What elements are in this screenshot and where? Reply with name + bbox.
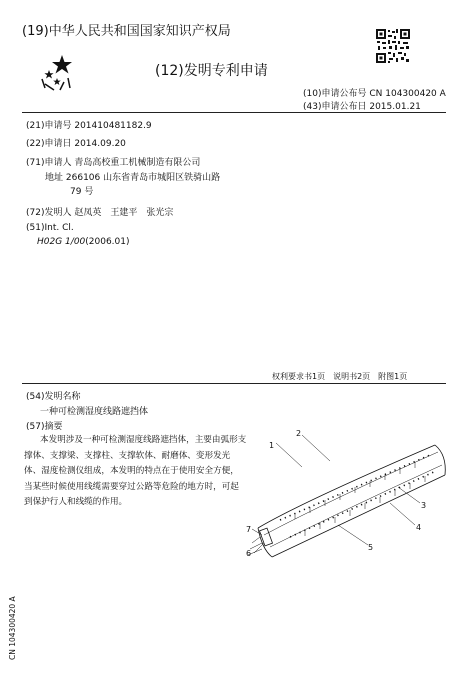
applicant: 青岛高校重工机械制造有限公司: [74, 158, 201, 168]
address-label: 地址: [45, 173, 64, 183]
doc-type-line: [155, 60, 268, 80]
pub-date: 2015.01.21: [369, 102, 421, 112]
national-emblem-icon: [40, 52, 80, 92]
inventors: 赵凤英 王建平 张光宗: [74, 208, 174, 218]
applicant-label: (71)申请人: [26, 158, 72, 168]
qr-code-icon: [375, 28, 411, 64]
title-label: (54)发明名称: [26, 392, 81, 402]
inventors-label: (72)发明人: [26, 208, 72, 218]
pub-date-label: (43)申请公布日: [303, 102, 367, 112]
ipc-row: [37, 237, 130, 247]
app-no: 201410481182.9: [74, 121, 152, 131]
pub-no-row: [303, 86, 446, 99]
authority-line: [22, 20, 231, 39]
side-publication-number: [2, 590, 22, 660]
pub-no: CN 104300420 A: [369, 89, 446, 99]
applicant-row: [26, 155, 200, 168]
inventors-row: [26, 205, 173, 218]
ipc-label: (51)Int. Cl.: [26, 223, 74, 233]
abstract-text: 本发明涉及一种可检测湿度线路遮挡体，主要由弧形支撑体、支撑梁、支撑柱、支撑软体、耐磨体、变形发光体、湿度检测仪组成，本发明的特点在于使用安全方便，当某些时候使用线缆需要穿过公路等危险的地方时，可起到保护行人和线缆的作用。: [24, 435, 247, 508]
figure-label-4: 4: [416, 523, 422, 532]
abstract-divider: [22, 383, 446, 384]
filing-date-label: (22)申请日: [26, 139, 72, 149]
figure-label-6: 6: [246, 549, 252, 558]
header-divider: [22, 112, 446, 113]
address-line1: 266106 山东省青岛市城阳区铁骑山路: [65, 173, 221, 183]
ipc-version: (2006.01): [85, 237, 130, 247]
page-count-summary: 权利要求书1页 说明书2页 附图1页: [272, 372, 408, 381]
side-text: CN 104300420 A: [8, 596, 17, 660]
address-row: [45, 170, 220, 183]
pub-no-label: (10)申请公布号: [303, 89, 367, 99]
figure-label-7: 7: [246, 525, 252, 534]
invention-title: 一种可检测湿度线路遮挡体: [40, 407, 149, 417]
figure-label-2: 2: [296, 429, 302, 438]
doc-type: 发明专利申请: [183, 63, 268, 79]
ipc-code: H02G 1/00: [37, 237, 86, 247]
abstract-label: (57)摘要: [26, 422, 63, 432]
app-no-label: (21)申请号: [26, 121, 72, 131]
abstract-drawing: [240, 425, 450, 575]
filing-date-row: [26, 136, 126, 149]
address-line2: 79 号: [70, 187, 94, 197]
figure-label-5: 5: [368, 543, 374, 552]
inid-19: (19): [22, 24, 49, 39]
app-no-row: [26, 118, 152, 131]
inid-12: (12): [155, 63, 184, 79]
authority-name: 中华人民共和国国家知识产权局: [48, 24, 231, 39]
figure-label-3: 3: [421, 501, 427, 510]
pub-date-row: [303, 99, 421, 112]
filing-date: 2014.09.20: [74, 139, 126, 149]
figure-label-1: 1: [269, 441, 275, 450]
